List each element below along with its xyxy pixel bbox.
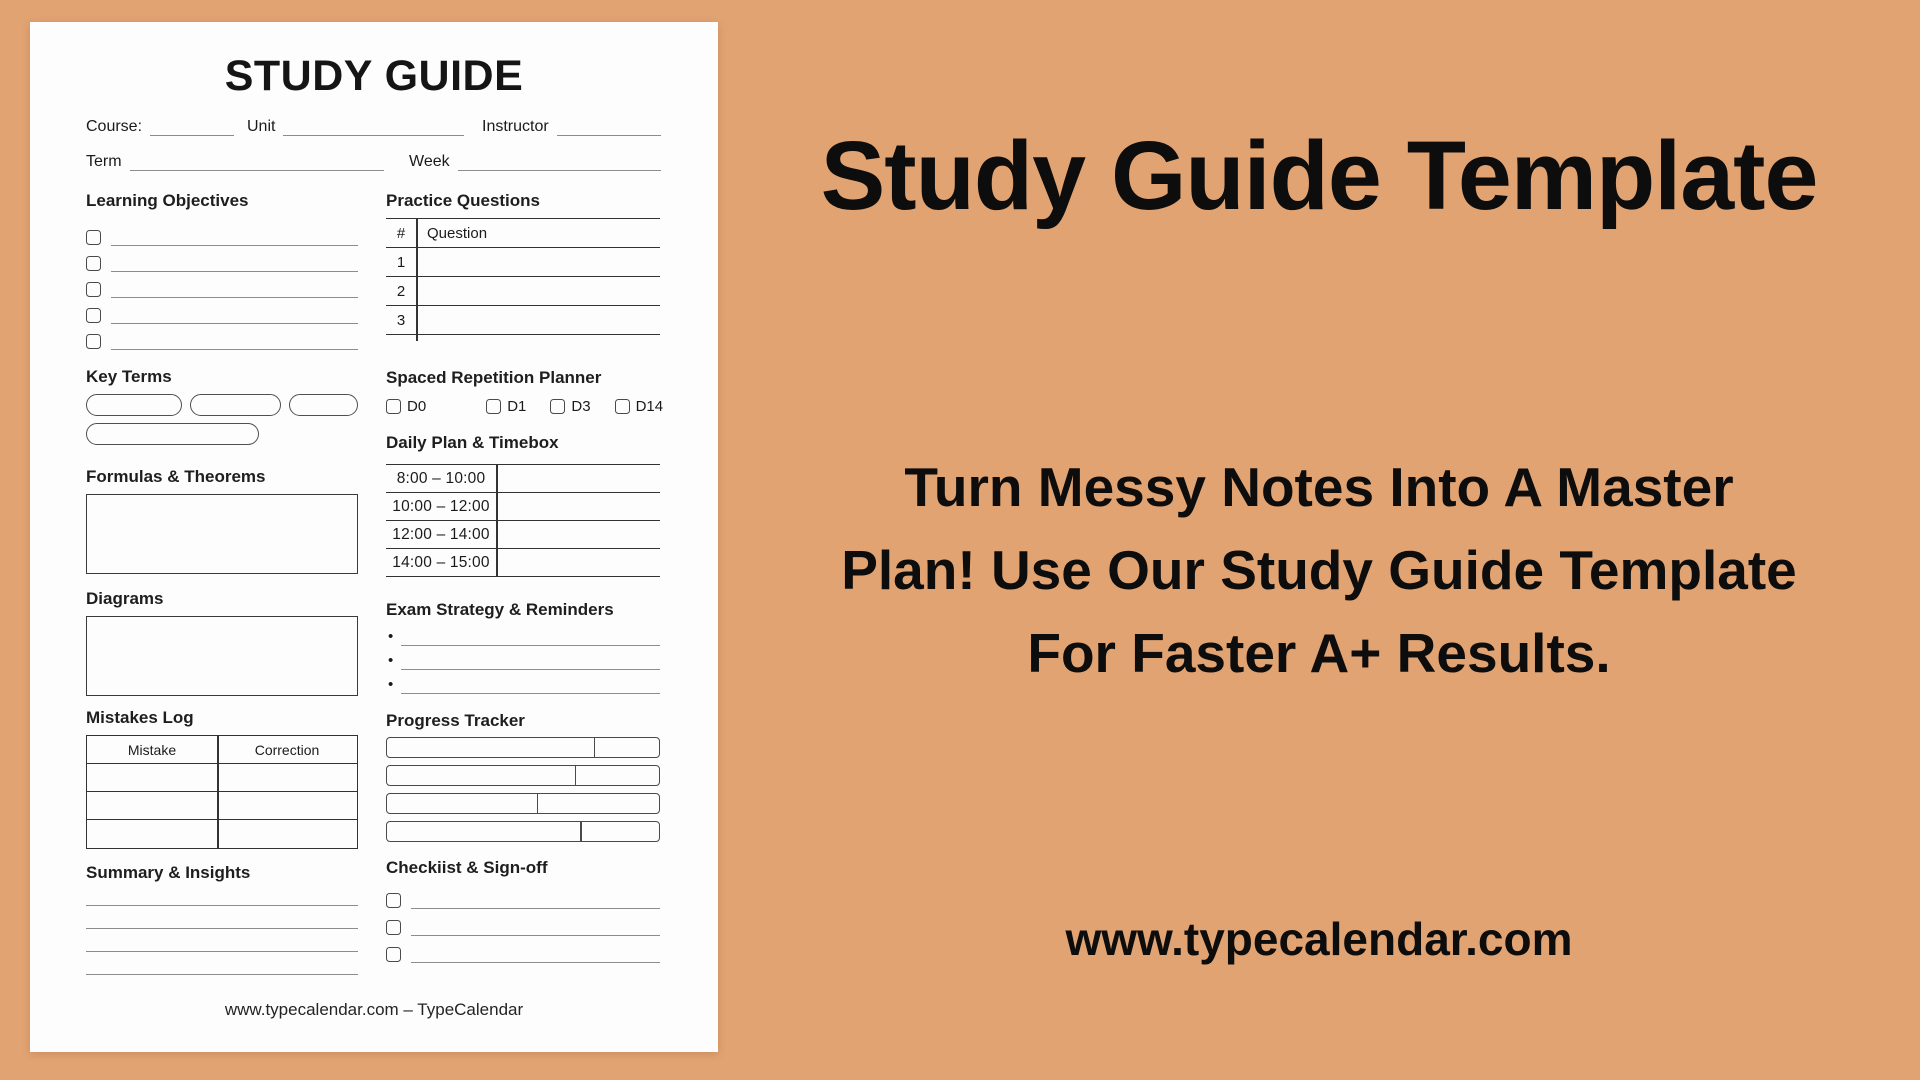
checkbox-icon	[86, 282, 101, 297]
table-row	[386, 465, 660, 493]
promo-title: Study Guide Template	[820, 121, 1818, 230]
checkbox-icon	[615, 399, 630, 414]
week-blank-line	[458, 157, 661, 171]
bullet-icon: •	[388, 676, 394, 693]
progress-bar	[386, 765, 660, 786]
row-number: 2	[396, 282, 406, 300]
objective-row	[86, 246, 358, 272]
blank-line	[411, 949, 660, 963]
blank-line	[86, 929, 358, 952]
key-terms-pill-row	[86, 423, 358, 445]
instructor-field	[482, 118, 661, 136]
table-divider	[217, 736, 219, 848]
study-guide-paper	[30, 22, 718, 1052]
paper-footer: www.typecalendar.com – TypeCalendar	[224, 1000, 524, 1019]
blank-line	[111, 284, 358, 298]
spaced-repetition-section	[386, 368, 664, 416]
week-label: Week	[409, 153, 450, 170]
blank-line	[111, 310, 358, 324]
promo-panel	[718, 0, 1920, 1080]
checklist-section	[386, 858, 660, 963]
table-header-row	[87, 736, 357, 764]
summary-section	[86, 863, 358, 975]
exam-strategy-heading: Exam Strategy & Reminders	[386, 600, 614, 619]
key-terms-section	[86, 367, 358, 445]
instructor-blank-line	[557, 122, 661, 136]
strategy-bullet-row	[386, 622, 660, 646]
progress-marker	[537, 794, 539, 813]
table-row	[87, 764, 357, 792]
checklist-row	[386, 936, 660, 963]
week-field	[409, 153, 661, 171]
day-checkbox-row	[386, 396, 664, 416]
table-row	[87, 820, 357, 848]
progress-tracker-heading: Progress Tracker	[386, 711, 525, 730]
number-column-header: #	[396, 224, 406, 242]
row-number: 1	[396, 253, 406, 271]
course-label: Course:	[86, 118, 143, 135]
time-slot: 10:00 – 12:00	[392, 497, 490, 515]
learning-objectives-section	[86, 191, 358, 350]
blank-line	[411, 895, 660, 909]
row-number: 3	[396, 311, 406, 329]
blank-line	[111, 232, 358, 246]
time-slot: 14:00 – 15:00	[392, 553, 490, 571]
website-url: www.typecalendar.com	[1065, 913, 1573, 965]
unit-label: Unit	[247, 118, 276, 135]
practice-questions-heading: Practice Questions	[386, 191, 541, 210]
progress-tracker-section	[386, 711, 660, 842]
table-row	[386, 521, 660, 549]
table-divider	[416, 219, 418, 341]
progress-marker	[594, 738, 596, 757]
checkbox-icon	[386, 893, 401, 908]
objective-row	[86, 298, 358, 324]
table-row	[87, 792, 357, 820]
diagrams-heading: Diagrams	[86, 589, 164, 608]
blank-line	[86, 883, 358, 906]
course-blank-line	[150, 122, 234, 136]
course-field	[86, 118, 234, 136]
unit-blank-line	[283, 122, 464, 136]
blank-line	[86, 906, 358, 929]
strategy-bullet-row	[386, 670, 660, 694]
summary-heading: Summary & Insights	[86, 863, 251, 882]
meta-row-1	[86, 118, 661, 136]
checkbox-icon	[86, 230, 101, 245]
checklist-heading: Checkiist & Sign-off	[386, 858, 548, 877]
practice-questions-section	[386, 191, 660, 335]
exam-strategy-section	[386, 600, 660, 694]
objective-row	[86, 324, 358, 350]
spaced-repetition-heading: Spaced Repetition Planner	[386, 368, 602, 387]
table-divider	[496, 465, 498, 577]
mistakes-log-heading: Mistakes Log	[86, 708, 194, 727]
left-column	[86, 187, 358, 975]
checkbox-icon	[86, 256, 101, 271]
progress-bar	[386, 737, 660, 758]
term-field	[86, 153, 384, 171]
checkbox-icon	[486, 399, 501, 414]
key-terms-heading: Key Terms	[86, 367, 172, 386]
day-label: D0	[407, 397, 427, 415]
tagline-line: Turn Messy Notes Into A Master	[904, 456, 1734, 518]
progress-bar	[386, 821, 660, 842]
table-row	[386, 306, 660, 335]
table-row	[386, 549, 660, 577]
blank-line	[401, 656, 660, 670]
tagline-line: Plan! Use Our Study Guide Template	[841, 539, 1797, 601]
meta-row-2	[86, 153, 661, 171]
term-pill	[86, 423, 259, 445]
progress-bar	[386, 793, 660, 814]
tagline-line: For Faster A+ Results.	[1027, 622, 1611, 684]
term-pill	[289, 394, 358, 416]
blank-line	[411, 922, 660, 936]
progress-marker	[575, 766, 577, 785]
strategy-bullet-row	[386, 646, 660, 670]
checkbox-icon	[386, 947, 401, 962]
time-slot: 8:00 – 10:00	[396, 469, 486, 487]
question-column-header: Question	[427, 224, 488, 242]
term-pill	[190, 394, 281, 416]
daily-plan-section	[386, 433, 660, 577]
term-pill	[86, 394, 182, 416]
correction-column-header: Correction	[254, 741, 320, 758]
blank-line	[111, 336, 358, 350]
right-column	[386, 187, 664, 963]
promo-tagline	[718, 446, 1920, 695]
checklist-row	[386, 909, 660, 936]
diagrams-box	[86, 616, 358, 696]
checkbox-icon	[386, 399, 401, 414]
checklist-row	[386, 882, 660, 909]
bullet-icon: •	[388, 628, 394, 645]
table-row	[386, 493, 660, 521]
formulas-section	[86, 467, 358, 574]
learning-objectives-heading: Learning Objectives	[86, 191, 249, 210]
key-terms-pill-row	[86, 394, 358, 416]
formulas-heading: Formulas & Theorems	[86, 467, 266, 486]
mistake-column-header: Mistake	[127, 741, 177, 758]
checkbox-icon	[386, 920, 401, 935]
time-slot: 12:00 – 14:00	[392, 525, 490, 543]
blank-line	[401, 632, 660, 646]
term-blank-line	[130, 157, 384, 171]
objective-row	[86, 220, 358, 246]
mistakes-log-table	[86, 735, 358, 849]
table-header-row	[386, 219, 660, 248]
table-row	[386, 277, 660, 306]
day-label: D14	[635, 397, 664, 415]
checkbox-icon	[86, 334, 101, 349]
progress-marker	[580, 822, 582, 841]
objective-row	[86, 272, 358, 298]
page-title: STUDY GUIDE	[224, 52, 524, 100]
table-row	[386, 248, 660, 277]
blank-line	[86, 952, 358, 975]
checkbox-icon	[550, 399, 565, 414]
blank-line	[111, 258, 358, 272]
instructor-label: Instructor	[482, 118, 549, 135]
unit-field	[247, 118, 464, 136]
bullet-icon: •	[388, 652, 394, 669]
diagrams-section	[86, 589, 358, 696]
day-label: D3	[571, 397, 591, 415]
daily-plan-heading: Daily Plan & Timebox	[386, 433, 559, 452]
mistakes-log-section	[86, 708, 358, 849]
day-label: D1	[507, 397, 527, 415]
practice-questions-table	[386, 218, 660, 335]
blank-line	[401, 680, 660, 694]
term-label: Term	[86, 153, 122, 170]
daily-plan-table	[386, 464, 660, 577]
formulas-box	[86, 494, 358, 574]
checkbox-icon	[86, 308, 101, 323]
